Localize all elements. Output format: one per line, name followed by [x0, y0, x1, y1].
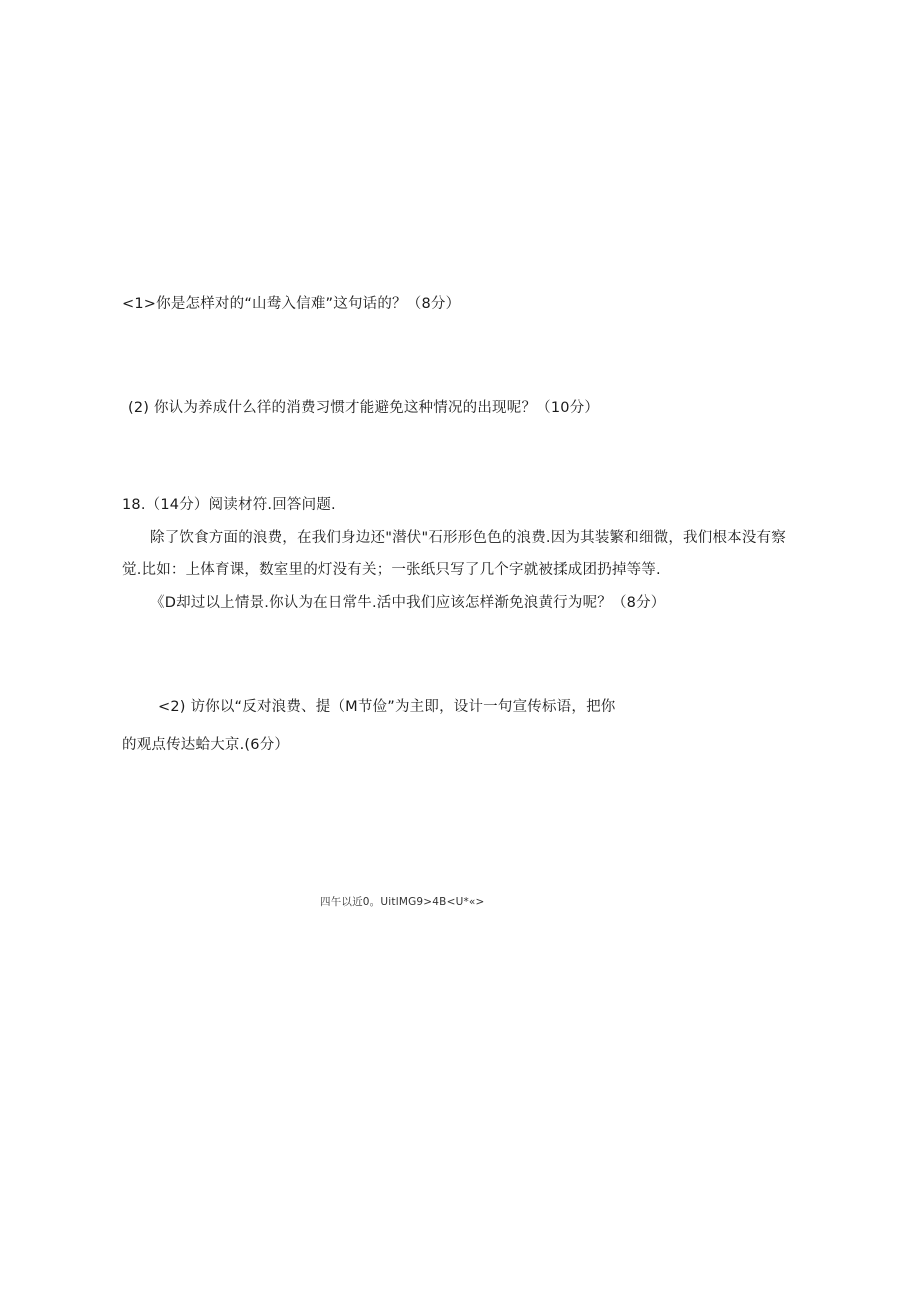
sub-question-1: 《D却过以上情景.你认为在日常牛.活中我们应该怎样渐免浪黄行为呢？（8分）	[150, 595, 666, 611]
page-footer: 四午以近0。UitlMG9>4B<U*«>	[320, 896, 485, 908]
passage-line-1: 除了饮食方面的浪费，在我们身边还"潜伏"石形形色色的浪费.因为其装繁和细微，我们根本没有察	[150, 530, 786, 546]
question-2: (2) 你认为养成什么徉的消费习惯才能避免这种情况的出现呢？（10分）	[128, 400, 600, 416]
question-1: <1>你是怎样对的“山鸯入信难”这句话的？（8分）	[122, 296, 461, 312]
passage-line-2: 觉.比如：上体育课，数室里的灯没有关；一张纸只写了几个字就被揉成团扔掉等等.	[122, 562, 661, 578]
sub-question-2-line-1: <2) 访你以“反对浪费、提（M节俭”为主即，设计一句宣传标语，把你	[158, 699, 616, 715]
question-18-title: 18.（14分）阅读材符.回答问题.	[122, 497, 336, 513]
sub-question-2-line-2: 的观点传达蛤大京.(6分）	[122, 737, 290, 753]
